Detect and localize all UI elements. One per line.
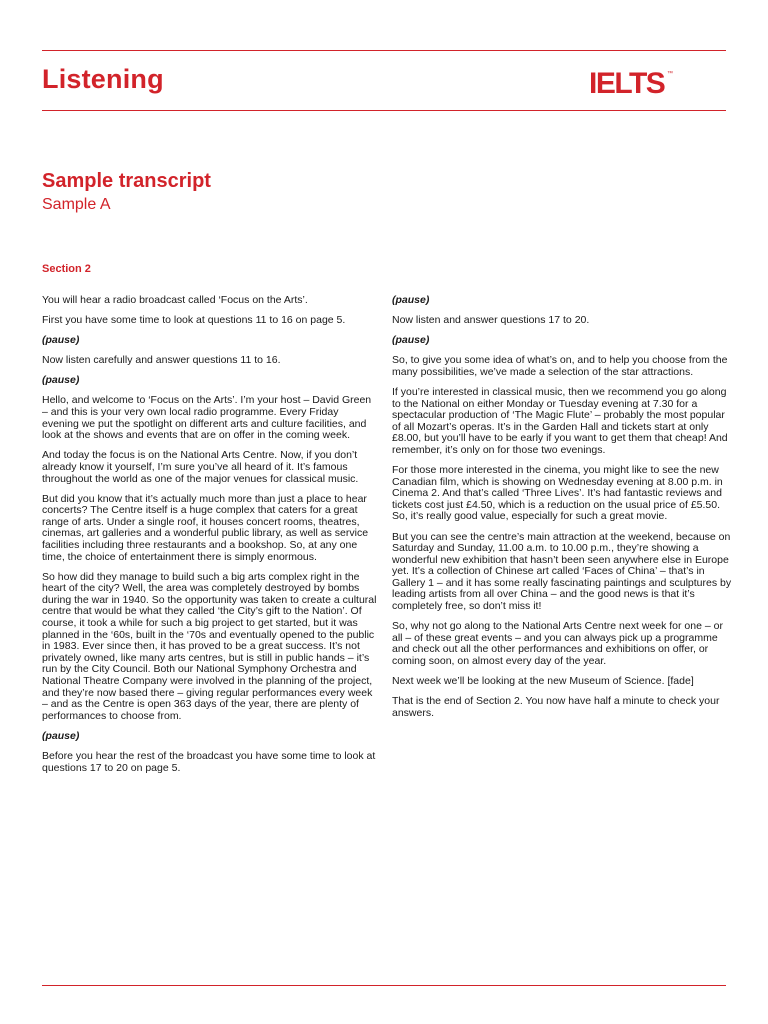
- header-bottom-rule: [42, 110, 726, 111]
- paragraph: Hello, and welcome to ‘Focus on the Arts’. I’m your host – David Green – and this is your very own local radio programme. Every Friday evening we put the spotlight on different arts and culture facilities, and look at the shows and events that are on offer in the coming week.: [42, 394, 372, 442]
- paragraph: For those more interested in the cinema, you might like to see the new Canadian film, which is showing on Wednesday evening at 8.00 p.m. in Cinema 2. And that’s called ‘Three Lives’. It’s had fantastic reviews and tickets cost just £4.50, which is a reduction on the usual price of £5.50. So, it’s really good value, especially for such a great movie.: [392, 464, 723, 523]
- right-column: [392, 295, 732, 728]
- paragraph: So how did they manage to build such a big arts complex right in the heart of the city? Well, the area was completely destroyed by bombs during the war in 1940. So the opportunity was taken to create a cultural centre that would be what they called ‘the City’s gift to the Nation’. Of course, it took a while for such a big project to get started, but it was planned in the ‘60s, built in the ‘70s and eventually opened to the public in 1983. Ever since then, it has proved to be a great success. It’s not privately owned, like many arts centres, but is still in public hands – it’s run by the City Council. Both our National Symphony Orchestra and National Theatre Company were involved in the planning of the project, and they’re now based there – giving regular performances every week – and as the Centre is open 363 days of the year, there are plenty of performances to choose from.: [42, 570, 377, 722]
- paragraph: If you’re interested in classical music, then we recommend you go along to the National on either Monday or Tuesday evening at 7.30 for a spectacular production of ‘The Magic Flute’ – probably the most popular of all Mozart’s operas. It’s in the Garden Hall and tickets start at only £8.00, but you’ll have to be early if you want to get them that cheap! And remember, it’s only on for those two evenings.: [392, 385, 728, 456]
- footer-rule: [42, 985, 726, 986]
- paragraph: Next week we’ll be looking at the new Museum of Science. [fade]: [392, 675, 694, 688]
- paragraph: And today the focus is on the National Arts Centre. Now, if you don’t already know it yourself, I’m sure you’ve all heard of it. It’s famous throughout the world as one of the major venues for classical music.: [42, 449, 359, 485]
- document-subtitle: Sample A: [42, 196, 111, 213]
- paragraph: That is the end of Section 2. You now have half a minute to check your answers.: [392, 695, 720, 719]
- pause-marker: (pause): [42, 334, 80, 347]
- paragraph: First you have some time to look at questions 11 to 16 on page 5.: [42, 314, 346, 327]
- paragraph: So, why not go along to the National Arts Centre next week for one – or all – of these great events – and you can always pick up a programme and check out all the other performances and exhibitions on offer, or coming soon, on almost every day of the year.: [392, 620, 723, 667]
- paragraph: But did you know that it’s actually much more than just a place to hear concerts? The Centre itself is a huge complex that caters for a great range of arts. Under a single roof, it houses concert rooms, theatres, cinemas, art galleries and a wonderful public library, as well as service facilities including three restaurants and a bookshop. So, at any one time, the choice of entertainment there is simply enormous.: [42, 492, 369, 563]
- ielts-logo: [589, 66, 675, 98]
- pause-marker: (pause): [392, 294, 430, 306]
- ielts-logo-trademark: ™: [667, 71, 673, 77]
- paragraph: Now listen carefully and answer questions 11 to 16.: [42, 354, 281, 367]
- paragraph: Now listen and answer questions 17 to 20.: [392, 314, 590, 327]
- document-title: Sample transcript: [42, 170, 211, 192]
- pause-marker: (pause): [392, 334, 430, 347]
- paragraph: But you can see the centre’s main attraction at the weekend, because on Saturday and Sunday, 11.00 a.m. to 10.00 p.m., they’re showing a wonderful new exhibition that hasn’t been seen anywhere else in Europe yet. It’s a collection of Chinese art called ‘Faces of China’ – that’s in Gallery 1 – and it has some really fascinating paintings and sculptures by leading artists from all over China – and the good news is that it’s completely free, so don’t miss it!: [392, 530, 732, 613]
- pause-marker: (pause): [42, 374, 80, 387]
- paragraph: Before you hear the rest of the broadcast you have some time to look at questions 17 to 20 on page 5.: [42, 750, 376, 774]
- pause-marker: (pause): [42, 729, 80, 742]
- page-header-title: Listening: [42, 64, 164, 94]
- left-column: [42, 295, 377, 783]
- section-label: Section 2: [42, 263, 91, 275]
- paragraph: So, to give you some idea of what’s on, and to help you choose from the many possibilities, we’ve made a selection of the star attractions.: [392, 354, 728, 378]
- ielts-logo-text: IELTS: [589, 67, 665, 98]
- paragraph: You will hear a radio broadcast called ‘Focus on the Arts’.: [42, 294, 308, 306]
- header-top-rule: [42, 50, 726, 51]
